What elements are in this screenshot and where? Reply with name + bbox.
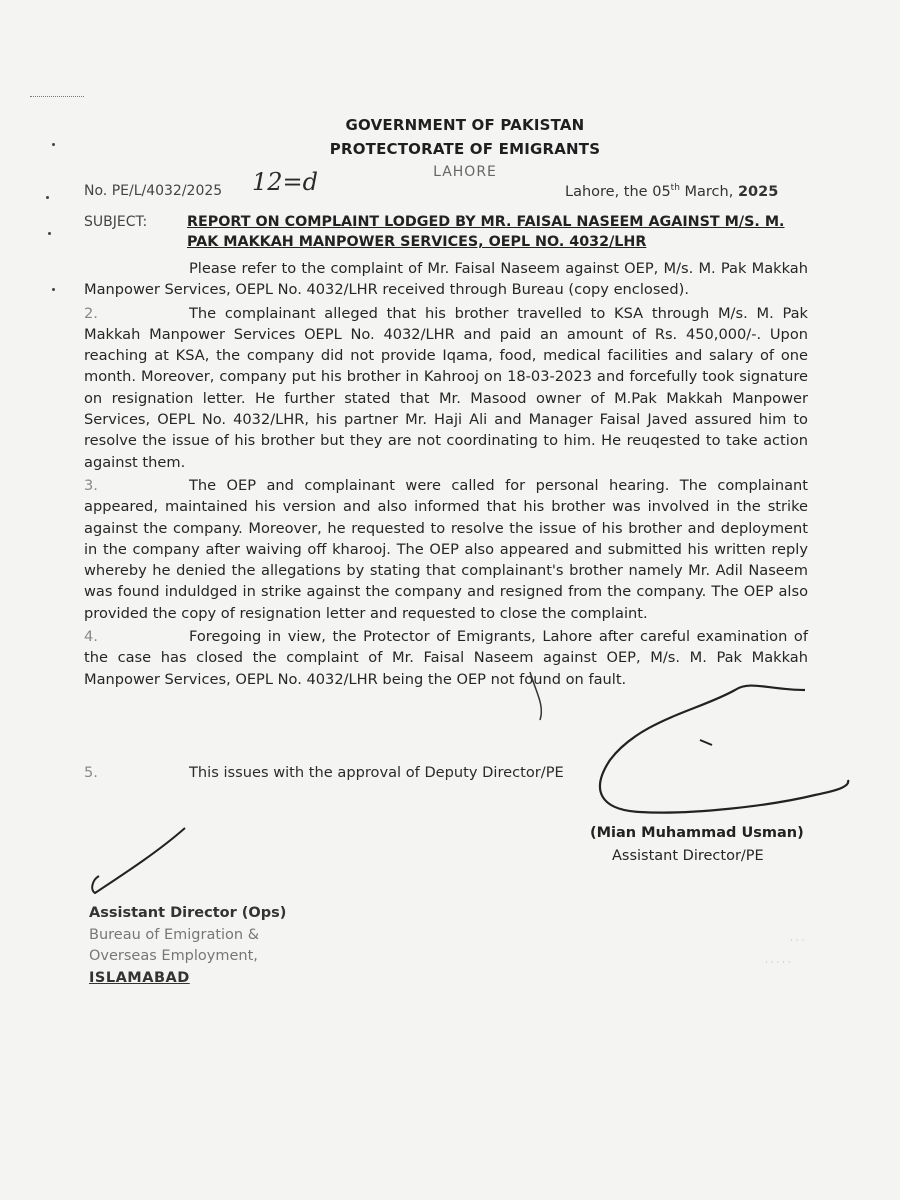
reference-number: No. PE/L/4032/2025 [84, 183, 223, 199]
paragraph-4 [84, 626, 808, 690]
paragraph-3-text: The OEP and complainant were called for personal hearing. The complainant appeared, maintained his version and also informed that his brother was involved in the strike against the company. Moreover, he requested to resolve the issue of his brother and deployment in the company after waiving off kharooj. The OEP also appeared and submitted his written reply whereby he denied the allegations by stating that complainant's brother namely Mr. Adil Naseem was found induldged in strike against the company and resigned from the company. The OEP also provided the copy of resignation letter and requested to close the complaint. [84, 476, 808, 622]
handwritten-diary-number: 12=d [252, 168, 319, 196]
faint-stamp: · · · · · [765, 958, 791, 968]
header-city: LAHORE [433, 164, 497, 180]
paragraph-2-number: 2. [84, 304, 98, 322]
paragraph-3 [84, 475, 808, 624]
addressee-block [89, 903, 286, 989]
initial-mark [92, 828, 185, 893]
margin-mark [30, 96, 84, 97]
margin-dot [52, 288, 55, 291]
paragraph-5 [84, 764, 564, 781]
letter-date [565, 183, 778, 200]
subject-label: SUBJECT: [84, 214, 148, 230]
strike-mark [700, 740, 712, 745]
margin-dot [46, 196, 49, 199]
addressee-line-2: Bureau of Emigration & [89, 926, 260, 943]
paragraph-4-number: 4. [84, 628, 98, 646]
paragraph-5-number: 5. [84, 764, 98, 781]
paragraph-1 [84, 258, 808, 301]
date-text: Lahore, the 05 [565, 183, 671, 200]
date-ordinal: th [670, 183, 680, 193]
paragraph-2-text: The complainant alleged that his brother travelled to KSA through M/s. M. Pak Makkah Manpower Services OEPL No. 4032/LHR and paid an amount of Rs. 450,000/-. Upon reaching at KSA, the company did not provide Iqama, food, medical facilities and salary of one month. Moreover, company put his brother in Kahrooj on 18-03-2023 and forcefully took signature on resignation letter. He further stated that Mr. Masood owner of M.Pak Makkah Manpower Services, OEPL No. 4032/LHR, his partner Mr. Haji Ali and Manager Faisal Javed assured him to resolve the issue of his brother but they are not coordinating to him. He reuqested to take action against them. [84, 304, 808, 471]
header-protectorate: PROTECTORATE OF EMIGRANTS [329, 140, 601, 158]
letter-body [84, 258, 808, 692]
paragraph-5-text: This issues with the approval of Deputy Director/PE [189, 764, 564, 781]
paragraph-4-text: Foregoing in view, the Protector of Emigrants, Lahore after careful examination of the case has closed the complaint of Mr. Faisal Naseem against OEP, M/s. M. Pak Makkah Manpower Services, OEPL No. 4032/LHR being the OEP not found on fault. [84, 628, 808, 688]
date-year: 2025 [737, 183, 779, 200]
paragraph-2 [84, 303, 808, 473]
subject-text: REPORT ON COMPLAINT LODGED BY MR. FAISAL NASEEM AGAINST M/S. M. PAK MAKKAH MANPOWER SERVICES, OEPL NO. 4032/LHR [187, 214, 785, 250]
paragraph-3-number: 3. [84, 476, 98, 494]
margin-dot [48, 232, 51, 235]
faint-stamp: · · · [790, 936, 805, 946]
addressee-line-3: Overseas Employment, [89, 948, 258, 964]
signatory-title: Assistant Director/PE [612, 848, 764, 864]
addressee-line-4: ISLAMABAD [89, 969, 190, 986]
paragraph-1-text: Please refer to the complaint of Mr. Faisal Naseem against OEP, M/s. M. Pak Makkah Manpower Services, OEPL No. 4032/LHR received through Bureau (copy enclosed). [84, 260, 808, 299]
signatory-name: (Mian Muhammad Usman) [590, 825, 804, 841]
date-month: March, [679, 183, 738, 200]
addressee-line-1: Assistant Director (Ops) [89, 905, 287, 921]
header-government: GOVERNMENT OF PAKISTAN [345, 116, 585, 134]
signature-scribble [600, 686, 848, 813]
